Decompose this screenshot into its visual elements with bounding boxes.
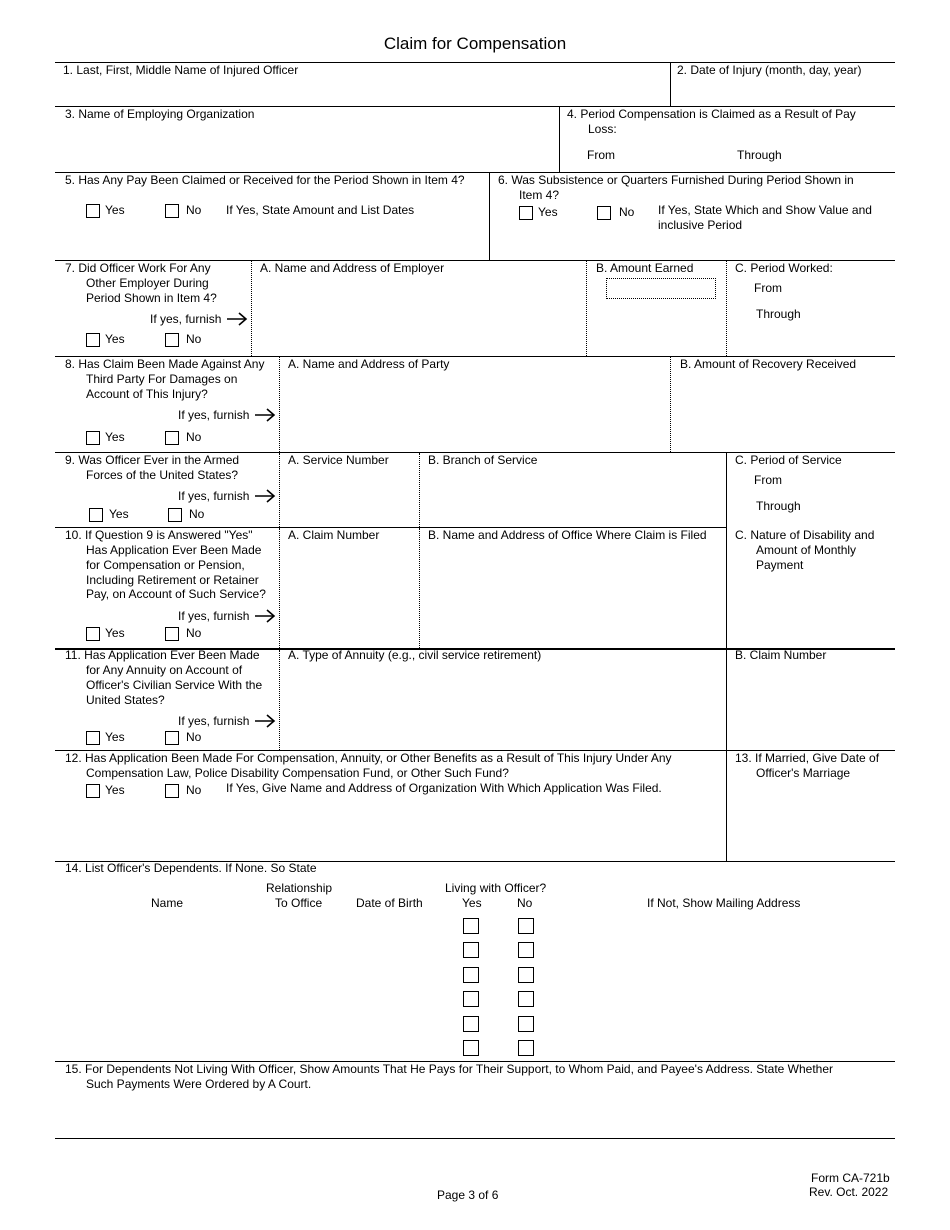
- q10-label-line4: Including Retirement or Retainer: [86, 573, 259, 587]
- q13-label-line2: Officer's Marriage: [756, 766, 851, 780]
- q6-label-line1: 6. Was Subsistence or Quarters Furnished During Period Shown in: [498, 173, 854, 187]
- q10-b-label: B. Name and Address of Office Where Claim is Filed: [428, 528, 707, 542]
- living-yes-checkbox[interactable]: [463, 991, 479, 1007]
- q7-a-label: A. Name and Address of Employer: [260, 261, 445, 275]
- divider: [726, 261, 727, 356]
- q8-furnish-label: If yes, furnish: [178, 408, 250, 422]
- arrow-right-icon: [254, 609, 276, 623]
- q11-no-checkbox[interactable]: [165, 731, 179, 745]
- form-revision: Rev. Oct. 2022: [809, 1185, 889, 1199]
- living-no-checkbox[interactable]: [518, 1016, 534, 1032]
- living-no-checkbox[interactable]: [518, 1040, 534, 1056]
- q6-yes-label: Yes: [538, 205, 558, 219]
- q14-col-relationship-line1: Relationship: [266, 881, 333, 895]
- q14-col-yes: Yes: [462, 896, 482, 910]
- q6-instruction-line1: If Yes, State Which and Show Value and: [658, 203, 872, 217]
- q10-c-label-line1: C. Nature of Disability and: [735, 528, 875, 542]
- q7-label-line1: 7. Did Officer Work For Any: [65, 261, 211, 275]
- q12-no-checkbox[interactable]: [165, 784, 179, 798]
- q10-no-checkbox[interactable]: [165, 627, 179, 641]
- q4-from-label: From: [587, 148, 615, 162]
- q6-label-line2: Item 4?: [519, 188, 560, 202]
- q4-label-line2: Loss:: [588, 122, 617, 136]
- officer-name-field[interactable]: [57, 80, 667, 104]
- q11-label-line1: 11. Has Application Ever Been Made: [65, 648, 260, 662]
- q12-yes-checkbox[interactable]: [86, 784, 100, 798]
- q8-label-line2: Third Party For Damages on: [86, 372, 238, 386]
- q8-label-line1: 8. Has Claim Been Made Against Any: [65, 357, 265, 371]
- q9-a-label: A. Service Number: [288, 453, 389, 467]
- q5-yes-label: Yes: [105, 203, 125, 217]
- divider: [670, 62, 671, 106]
- q14-col-dob: Date of Birth: [356, 896, 423, 910]
- q15-label-line1: 15. For Dependents Not Living With Officer, Show Amounts That He Pays for Their Support, to Whom Paid, and Payee's Address. State Whether: [65, 1062, 834, 1076]
- q7-from-label: From: [754, 281, 782, 295]
- q1-label: 1. Last, First, Middle Name of Injured Officer: [63, 63, 299, 77]
- q14-col-name: Name: [151, 896, 184, 910]
- living-yes-checkbox[interactable]: [463, 918, 479, 934]
- q9-no-label: No: [189, 507, 205, 521]
- q11-yes-label: Yes: [105, 730, 125, 744]
- q5-yes-checkbox[interactable]: [86, 204, 100, 218]
- q6-no-label: No: [619, 205, 635, 219]
- living-no-checkbox[interactable]: [518, 918, 534, 934]
- q6-yes-checkbox[interactable]: [519, 206, 533, 220]
- divider: [419, 528, 420, 648]
- q5-instruction: If Yes, State Amount and List Dates: [226, 203, 415, 217]
- q4-through-label: Through: [737, 148, 782, 162]
- divider: [279, 528, 280, 648]
- q14-label: 14. List Officer's Dependents. If None. So State: [65, 861, 317, 875]
- q11-label-line2: for Any Annuity on Account of: [86, 663, 243, 677]
- q4-label-line1: 4. Period Compensation is Claimed as a Result of Pay: [567, 107, 856, 121]
- q10-yes-label: Yes: [105, 626, 125, 640]
- q9-from-label: From: [754, 473, 782, 487]
- divider: [726, 750, 727, 861]
- q10-furnish-label: If yes, furnish: [178, 609, 250, 623]
- q10-c-label-line3: Payment: [756, 558, 804, 572]
- divider: [726, 452, 727, 648]
- q11-a-label: A. Type of Annuity (e.g., civil service retirement): [288, 648, 542, 662]
- living-yes-checkbox[interactable]: [463, 967, 479, 983]
- q14-col-no: No: [517, 896, 533, 910]
- living-yes-checkbox[interactable]: [463, 1040, 479, 1056]
- q7-b-label: B. Amount Earned: [596, 261, 694, 275]
- injury-date-field[interactable]: [673, 80, 893, 104]
- q5-no-checkbox[interactable]: [165, 204, 179, 218]
- divider: [586, 261, 587, 356]
- living-yes-checkbox[interactable]: [463, 1016, 479, 1032]
- q9-c-label: C. Period of Service: [735, 453, 842, 467]
- living-yes-checkbox[interactable]: [463, 942, 479, 958]
- q7-label-line2: Other Employer During: [86, 276, 209, 290]
- divider: [419, 453, 420, 527]
- q12-label-line2: Compensation Law, Police Disability Compensation Fund, or Other Such Fund?: [86, 766, 509, 780]
- q11-b-label: B. Claim Number: [735, 648, 827, 662]
- divider: [670, 357, 671, 452]
- q11-furnish-label: If yes, furnish: [178, 714, 250, 728]
- q10-a-label: A. Claim Number: [288, 528, 380, 542]
- q10-c-label-line2: Amount of Monthly: [756, 543, 857, 557]
- q8-yes-checkbox[interactable]: [86, 431, 100, 445]
- q10-label-line3: for Compensation or Pension,: [86, 558, 245, 572]
- q12-label-line1: 12. Has Application Been Made For Compensation, Annuity, or Other Benefits as a Result of This Injury Under Any: [65, 751, 672, 765]
- q7-furnish-label: If yes, furnish: [150, 312, 222, 326]
- q3-label: 3. Name of Employing Organization: [65, 107, 255, 121]
- q9-label-line1: 9. Was Officer Ever in the Armed: [65, 453, 240, 467]
- q10-no-label: No: [186, 626, 202, 640]
- q10-label-line2: Has Application Ever Been Made: [86, 543, 262, 557]
- q10-label-line5: Pay, on Account of Such Service?: [86, 587, 266, 601]
- q10-yes-checkbox[interactable]: [86, 627, 100, 641]
- q11-label-line4: United States?: [86, 693, 165, 707]
- q7-yes-label: Yes: [105, 332, 125, 346]
- form-title: Claim for Compensation: [383, 34, 567, 53]
- q14-col-living: Living with Officer?: [445, 881, 547, 895]
- arrow-right-icon: [254, 714, 276, 728]
- q7-label-line3: Period Shown in Item 4?: [86, 291, 217, 305]
- living-no-checkbox[interactable]: [518, 942, 534, 958]
- q7-no-label: No: [186, 332, 202, 346]
- living-no-checkbox[interactable]: [518, 991, 534, 1007]
- q6-instruction-line2: inclusive Period: [658, 218, 743, 232]
- q10-label-line1: 10. If Question 9 is Answered "Yes": [65, 528, 253, 542]
- arrow-right-icon: [226, 312, 248, 326]
- q9-yes-checkbox[interactable]: [89, 508, 103, 522]
- q9-no-checkbox[interactable]: [168, 508, 182, 522]
- employing-organization-field[interactable]: [57, 124, 555, 170]
- q9-b-label: B. Branch of Service: [428, 453, 538, 467]
- amount-earned-field[interactable]: [606, 278, 716, 299]
- divider: [279, 357, 280, 452]
- q9-label-line2: Forces of the United States?: [86, 468, 239, 482]
- q5-no-label: No: [186, 203, 202, 217]
- q12-no-label: No: [186, 783, 202, 797]
- q7-c-label: C. Period Worked:: [735, 261, 833, 275]
- q6-no-checkbox[interactable]: [597, 206, 611, 220]
- divider: [279, 453, 280, 527]
- q5-label: 5. Has Any Pay Been Claimed or Received for the Period Shown in Item 4?: [65, 173, 465, 187]
- q8-b-label: B. Amount of Recovery Received: [680, 357, 857, 371]
- q7-through-label: Through: [756, 307, 801, 321]
- q9-yes-label: Yes: [109, 507, 129, 521]
- q15-label-line2: Such Payments Were Ordered by A Court.: [86, 1077, 312, 1091]
- q8-yes-label: Yes: [105, 430, 125, 444]
- q12-instruction: If Yes, Give Name and Address of Organization With Which Application Was Filed.: [226, 781, 662, 795]
- q7-yes-checkbox[interactable]: [86, 333, 100, 347]
- q8-no-label: No: [186, 430, 202, 444]
- q14-col-address: If Not, Show Mailing Address: [647, 896, 801, 910]
- q8-label-line3: Account of This Injury?: [86, 387, 208, 401]
- q11-no-label: No: [186, 730, 202, 744]
- q11-yes-checkbox[interactable]: [86, 731, 100, 745]
- q8-no-checkbox[interactable]: [165, 431, 179, 445]
- divider: [251, 261, 252, 356]
- q7-no-checkbox[interactable]: [165, 333, 179, 347]
- divider: [726, 650, 727, 750]
- arrow-right-icon: [254, 408, 276, 422]
- divider: [55, 1138, 895, 1139]
- page-number: Page 3 of 6: [437, 1188, 499, 1202]
- arrow-right-icon: [254, 489, 276, 503]
- living-no-checkbox[interactable]: [518, 967, 534, 983]
- divider: [279, 650, 280, 750]
- form-number: Form CA-721b: [811, 1171, 890, 1185]
- q2-label: 2. Date of Injury (month, day, year): [677, 63, 862, 77]
- q9-through-label: Through: [756, 499, 801, 513]
- divider: [559, 106, 560, 172]
- q12-yes-label: Yes: [105, 783, 125, 797]
- q9-furnish-label: If yes, furnish: [178, 489, 250, 503]
- q11-label-line3: Officer's Civilian Service With the: [86, 678, 263, 692]
- q8-a-label: A. Name and Address of Party: [288, 357, 450, 371]
- q13-label-line1: 13. If Married, Give Date of: [735, 751, 880, 765]
- q14-col-relationship-line2: To Office: [275, 896, 323, 910]
- divider: [489, 172, 490, 260]
